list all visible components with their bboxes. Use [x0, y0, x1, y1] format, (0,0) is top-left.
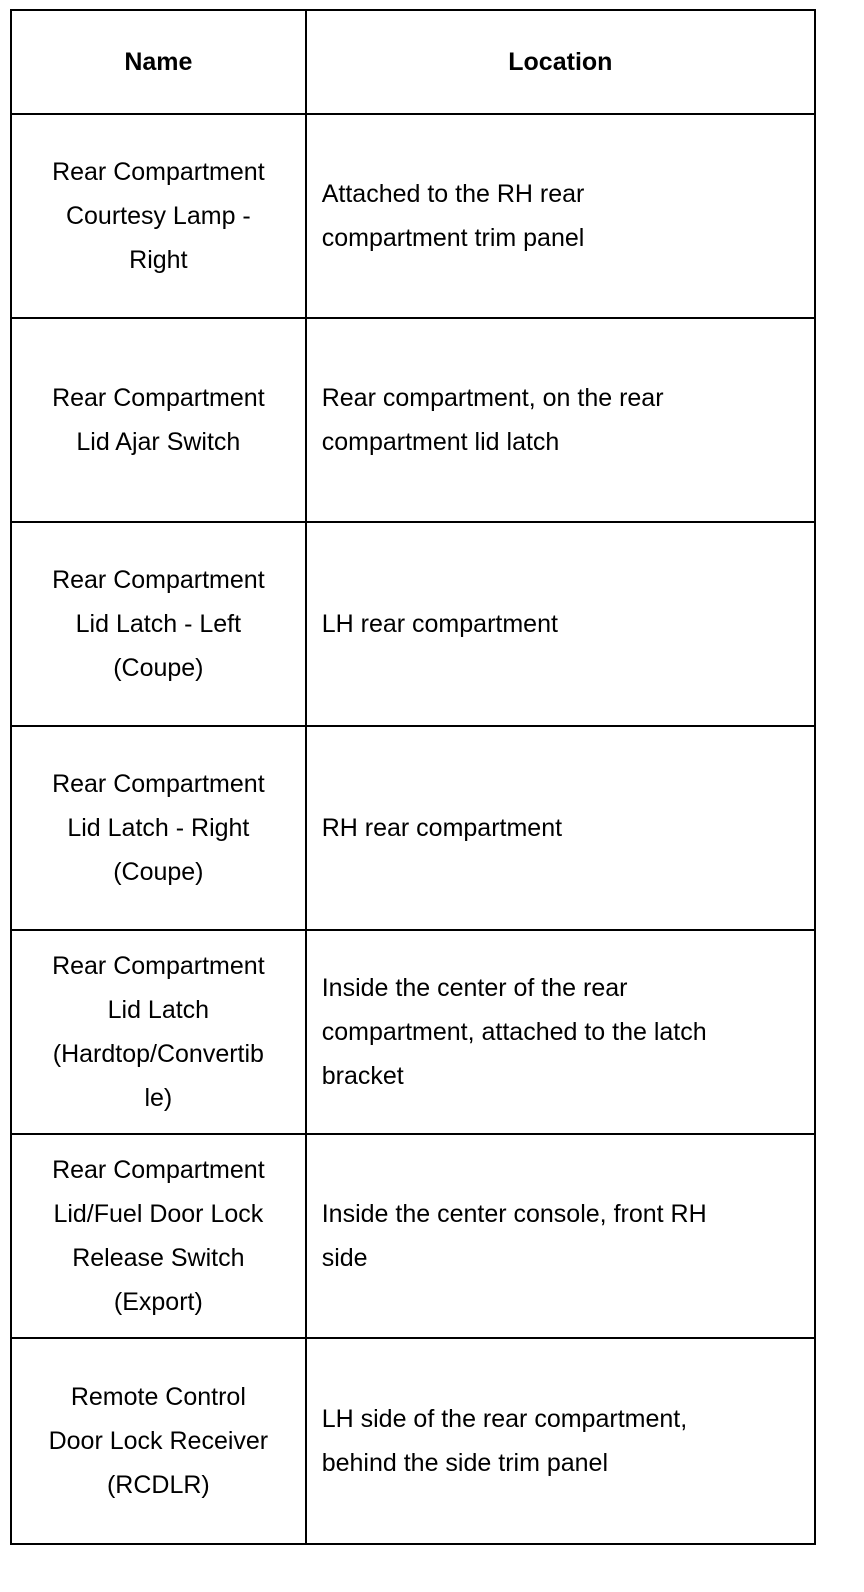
table-row: [11, 1134, 815, 1338]
component-name-line: Lid/Fuel Door Lock: [53, 1200, 264, 1228]
component-name-line: (Coupe): [113, 654, 204, 682]
table-header: [11, 10, 815, 114]
component-location-line: Attached to the RH rear: [321, 180, 585, 208]
component-name-line: Remote Control: [70, 1383, 246, 1411]
component-name-line: Rear Compartment: [52, 158, 265, 186]
location-column-header: Location: [306, 10, 815, 114]
component-name-line: le): [144, 1084, 173, 1112]
component-location-cell: [306, 522, 815, 726]
component-location-line: behind the side trim panel: [321, 1449, 609, 1477]
component-location-line: LH side of the rear compartment,: [321, 1405, 688, 1433]
component-location-line: Inside the center console, front RH: [321, 1200, 707, 1228]
component-location-line: bracket: [321, 1062, 404, 1090]
component-location-cell: [306, 1134, 815, 1338]
table-row: [11, 114, 815, 318]
component-name-cell: [11, 930, 306, 1134]
component-name-line: (Export): [113, 1288, 203, 1316]
component-location-cell: [306, 114, 815, 318]
component-location-cell: [306, 726, 815, 930]
table-row: [11, 726, 815, 930]
component-location-line: compartment lid latch: [321, 428, 560, 456]
component-name-line: Rear Compartment: [52, 952, 265, 980]
component-name-cell: [11, 1134, 306, 1338]
component-name-cell: [11, 726, 306, 930]
component-name-cell: [11, 522, 306, 726]
component-name-line: Rear Compartment: [52, 1156, 265, 1184]
component-location-line: Inside the center of the rear: [321, 974, 628, 1002]
component-name-cell: [11, 1338, 306, 1544]
component-name-line: Courtesy Lamp -: [65, 202, 251, 230]
table-body: [11, 114, 815, 1544]
component-name-line: Lid Ajar Switch: [76, 428, 241, 456]
component-name-line: Lid Latch: [107, 996, 210, 1024]
component-name-line: Release Switch: [72, 1244, 245, 1272]
component-name-line: Rear Compartment: [52, 566, 265, 594]
component-name-line: (Hardtop/Convertib: [52, 1040, 264, 1068]
component-location-table: [10, 9, 816, 1545]
header-row: [11, 10, 815, 114]
component-name-cell: [11, 114, 306, 318]
component-name-line: (Coupe): [113, 858, 204, 886]
component-name-line: Rear Compartment: [52, 384, 265, 412]
component-location-line: side: [321, 1244, 368, 1272]
component-name-cell: [11, 318, 306, 522]
component-location-line: Rear compartment, on the rear: [321, 384, 664, 412]
component-location-line: RH rear compartment: [321, 814, 563, 842]
component-location-cell: [306, 930, 815, 1134]
table-row: [11, 930, 815, 1134]
component-location-cell: [306, 1338, 815, 1544]
component-name-line: Door Lock Receiver: [48, 1427, 269, 1455]
table-row: [11, 522, 815, 726]
component-location-line: compartment trim panel: [321, 224, 585, 252]
component-name-line: Right: [129, 246, 188, 274]
component-location-line: compartment, attached to the latch: [321, 1018, 707, 1046]
component-name-line: Lid Latch - Left: [75, 610, 242, 638]
table-row: [11, 318, 815, 522]
component-name-line: (RCDLR): [106, 1471, 210, 1499]
name-column-header: Name: [11, 10, 306, 114]
component-name-line: Rear Compartment: [52, 770, 265, 798]
component-location-cell: [306, 318, 815, 522]
component-location-line: LH rear compartment: [321, 610, 558, 638]
component-name-line: Lid Latch - Right: [67, 814, 250, 842]
table-row: [11, 1338, 815, 1544]
